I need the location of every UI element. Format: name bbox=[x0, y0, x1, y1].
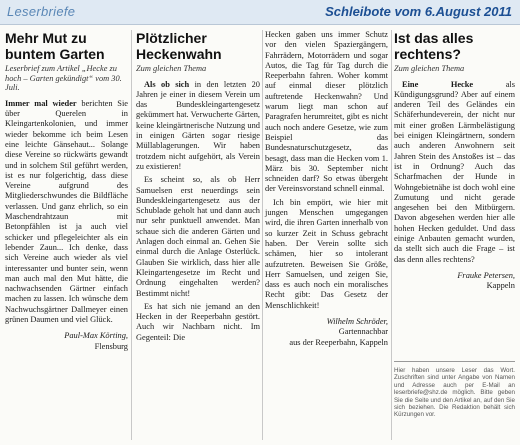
author-name: Wilhelm Schröder, bbox=[326, 317, 388, 327]
letter-1 bbox=[5, 30, 128, 352]
letter-signature bbox=[394, 271, 515, 292]
column-divider bbox=[262, 30, 263, 440]
letter-body: Ich bin empört, wie hier mit jungen Menschen umgegangen wird, die ihren Garten innerhalb von so kurzer Zeit in Schuss gebracht haben. Der Verein sollte sich schämen, hier so intolerant aufzutreten. Beweisen Sie Größe, Herr Samuelsen, und zeigen Sie, dass es auch noch ein moralisches Recht gibt: Das Gesetz der Menschlichkeit! bbox=[265, 197, 388, 310]
author-name: Frauke Petersen, bbox=[457, 270, 515, 280]
editorial-note: Hier haben unsere Leser das Wort. Zuschriften sind unter Angabe von Namen und Adresse auch per E-Mail an leserbriefe@shz.de möglich. Bitte geben Sie die Seite und den Artikel an, auf den Sie sich beziehen. Die Redaktion behält sich Kürzungen vor. bbox=[394, 367, 515, 419]
letter-subtitle: Zum gleichen Thema bbox=[136, 64, 207, 73]
letter-2-continued bbox=[265, 30, 388, 348]
column-divider bbox=[131, 30, 132, 440]
lead-in: Eine Hecke bbox=[402, 79, 474, 89]
author-place: Kappeln bbox=[486, 281, 515, 291]
letter-signature bbox=[265, 317, 388, 348]
letter-title: Ist das alles rechtens? bbox=[394, 30, 474, 62]
author-place: Flensburg bbox=[94, 341, 128, 351]
letter-body: Als ob sich in den letzten 20 Jahren je einer in diesem Verein um das Bundeskleingartengesetz gekümmert hat. Verwucherte Gärten, keine kleingärtnerische Nutzung und in einigen Gärten sogar riesige Müllablagerungen. Wir haben trotzdem nicht aufgehört, als Verein zu existieren! bbox=[136, 79, 260, 171]
letter-2 bbox=[136, 30, 260, 343]
section-title: Leserbriefe bbox=[7, 4, 76, 19]
author-place: aus der Reeperbahn, Kappeln bbox=[289, 337, 388, 347]
letter-subtitle: Zum gleichen Thema bbox=[394, 64, 465, 73]
page-header bbox=[0, 0, 520, 25]
letter-body: Es hat sich nie jemand an den Hecken in der Reeperbahn gestört. Auch wir Nachbarn nicht. Im Gegenteil: Die bbox=[136, 301, 260, 342]
letter-3 bbox=[394, 30, 515, 292]
author-name: Paul-Max Körting, bbox=[64, 331, 128, 341]
letter-body: Hecken gaben uns immer Schutz vor den vielen Spaziergängern, Fahrrädern, Motorrädern und sogar Autos, die Tag für Tag durch die Reeperbahn fahren. Woher kommt auf einmal dieser plötzlich auftretende Heckenwahn? Und warum liegt man schon auf Paragrafen herumreitet, gibt es nicht auch noch andere Gesetze, wie zum Beispiel das Bundesnaturschutzgesetz, das besagt, dass man die Hecken vom 1. März bis 30. September nicht schneiden darf? So etwas übergeht der Vereinsvorstand schnell einmal. bbox=[265, 30, 388, 194]
note-divider bbox=[394, 361, 515, 362]
column-divider bbox=[391, 30, 392, 440]
letter-title: Mehr Mut zu buntem Garten bbox=[5, 30, 105, 62]
lead-in: Als ob sich bbox=[144, 79, 190, 89]
letter-title: Plötzlicher Heckenwahn bbox=[136, 30, 222, 62]
letter-signature bbox=[5, 331, 128, 352]
author-place: Gartennachbar bbox=[338, 327, 388, 337]
letter-body: Eine Hecke als Kündigungsgrund? Aber auf einem anderen Teil des Geländes ein Schäferhundeverein, der nicht nur mit einer großen Lärmbelästigung bei einigen Kleingärtnern, sondern auch anderen Anwohnern seit Jahren Stein des Anstoßes ist – das ist in Ordnung? Auch das Scharfmachen der Hunde in Wohngebietnähe ist doch wohl eine Zumutung und nicht gerade angesehen bei den Mitbürgern. Davon abgesehen werden hier alle hohen Hecken geduldet. Und dass einige Anbauten gemacht wurden, da stellt sich auch die Frage – ist das denn alles rechtens? bbox=[394, 79, 515, 264]
lead-in: Immer mal wieder bbox=[5, 98, 77, 108]
letter-body: Immer mal wieder berichten Sie über Querelen in Kleingartenkolonien, und immer wieder bekomme ich beim Lesen eine leichte Gänsehaut... Solange diese Vereine so rückwärts gewandt und in solchem Stil geführt werden, ist es nur folgerichtig, dass diese Vereine aufgrund des Mitgliederschwundes die Bildfläche verlassen. Und ganz ehrlich, so ein Maschendrahtzaun mit Betonpfählen ist ja auch viel schicker und pflegeleichter als ein lebender Zaun... Ich denke, dass sich Vereine auch wieder als viel interessanter und bunter sein, wenn man auch mal den Mut hätte, die nachwachsenden Gärtner einfach machen zu lassen. Ich wünsche dem Nachwuchsgärtner Dallmeyer einen grünen Daumen und viel Glück. bbox=[5, 98, 129, 325]
letter-subtitle: Leserbrief zum Artikel „Hecke zu hoch – Garten gekündigt“ vom 30. Juli. bbox=[5, 64, 122, 93]
issue-date: Schleibote vom 6.August 2011 bbox=[325, 4, 512, 19]
letter-body: Es scheint so, als ob Herr Samuelsen erst neuerdings sein Bundeskleingartengesetz aus der Schublade geholt hat und dann auch nur sehr punktuell anwendet. Man schaue sich die anderen Gärten und Anlagen doch einmal an. Gehen Sie einmal durch die Anlage Osterlück. Glauben Sie wirklich, dass hier alle Kleingartengesetze im Recht und Ordnung eingehalten werden? Bestimmt nicht! bbox=[136, 175, 260, 298]
